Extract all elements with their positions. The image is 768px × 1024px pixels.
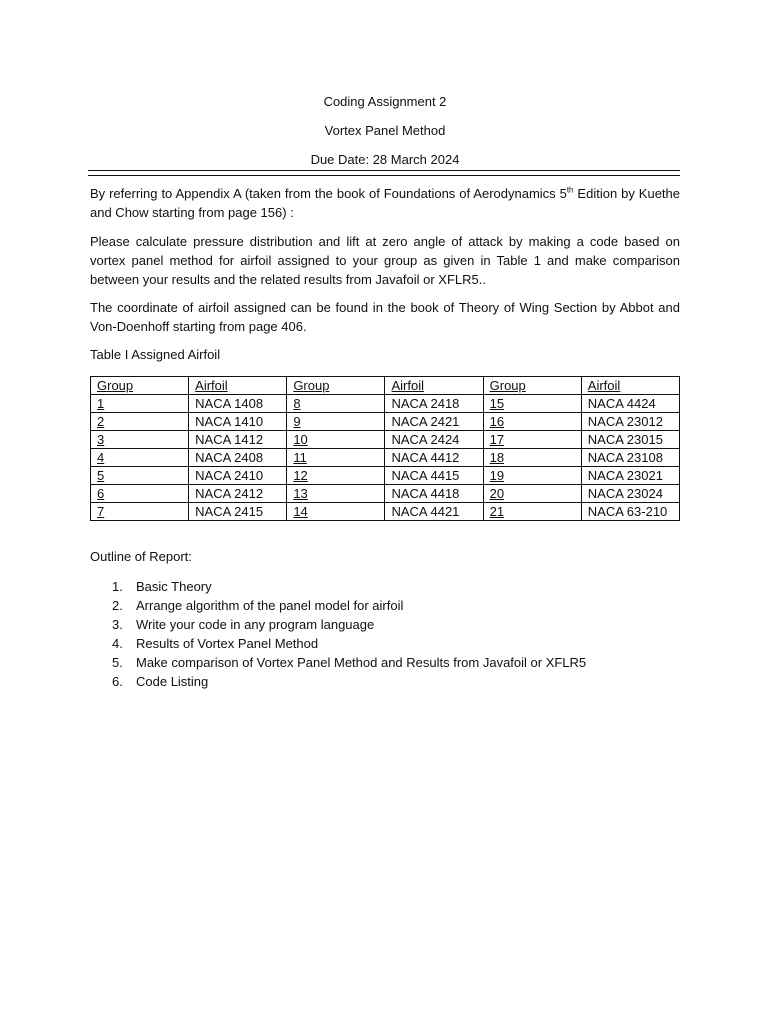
table-row	[91, 413, 680, 431]
airfoil-cell: NACA 4424	[581, 395, 679, 413]
airfoil-cell: NACA 2421	[385, 413, 483, 431]
list-item-text: Code Listing	[136, 674, 209, 689]
header-group: Group	[91, 377, 189, 395]
list-item-number: 1.	[112, 579, 123, 594]
group-cell: 10	[287, 431, 385, 449]
airfoil-cell: NACA 1410	[189, 413, 287, 431]
list-item-number: 2.	[112, 598, 123, 613]
outline-title: Outline of Report:	[90, 549, 192, 564]
group-cell: 8	[287, 395, 385, 413]
group-cell: 19	[483, 467, 581, 485]
intro-text-end: Edition by Kuethe and Chow starting from page 156) :	[90, 186, 680, 220]
airfoil-cell: NACA 4412	[385, 449, 483, 467]
group-cell: 11	[287, 449, 385, 467]
airfoil-cell: NACA 1412	[189, 431, 287, 449]
group-cell: 13	[287, 485, 385, 503]
airfoil-cell: NACA 23012	[581, 413, 679, 431]
airfoil-cell: NACA 2418	[385, 395, 483, 413]
airfoil-cell: NACA 4415	[385, 467, 483, 485]
airfoil-cell: NACA 23015	[581, 431, 679, 449]
outline-list	[90, 577, 586, 691]
airfoil-cell: NACA 23108	[581, 449, 679, 467]
airfoil-cell: NACA 4418	[385, 485, 483, 503]
table-row	[91, 467, 680, 485]
table-header-row	[91, 377, 680, 395]
airfoil-cell: NACA 4421	[385, 503, 483, 521]
list-item-text: Arrange algorithm of the panel model for airfoil	[136, 598, 404, 613]
list-item-text: Results of Vortex Panel Method	[136, 636, 319, 651]
list-item-text: Make comparison of Vortex Panel Method and Results from Javafoil or XFLR5	[136, 655, 587, 670]
instructions-paragraph: Please calculate pressure distribution and lift at zero angle of attack by making a code based on vortex panel method for airfoil assigned to your group as given in Table 1 and make comparison between your results and the related results from Javafoil or XFLR5..	[90, 234, 680, 287]
airfoil-cell: NACA 2410	[189, 467, 287, 485]
list-item	[90, 577, 586, 596]
list-item	[90, 634, 586, 653]
list-item-number: 6.	[112, 674, 123, 689]
table-row	[91, 503, 680, 521]
table-row	[91, 485, 680, 503]
airfoil-cell: NACA 63-210	[581, 503, 679, 521]
coordinates-paragraph: The coordinate of airfoil assigned can be found in the book of Theory of Wing Section by Abbot and Von-Doenhoff starting from page 406.	[90, 300, 680, 334]
list-item	[90, 672, 586, 691]
group-cell: 9	[287, 413, 385, 431]
list-item-number: 5.	[112, 655, 123, 670]
airfoil-cell: NACA 1408	[189, 395, 287, 413]
group-cell: 20	[483, 485, 581, 503]
group-cell: 1	[91, 395, 189, 413]
group-cell: 21	[483, 503, 581, 521]
table-row	[91, 395, 680, 413]
table-caption: Table I Assigned Airfoil	[90, 347, 221, 362]
edition-superscript: th	[566, 185, 574, 195]
table-row	[91, 449, 680, 467]
header-airfoil: Airfoil	[581, 377, 679, 395]
header-airfoil: Airfoil	[385, 377, 483, 395]
airfoil-cell: NACA 23024	[581, 485, 679, 503]
group-cell: 17	[483, 431, 581, 449]
group-cell: 6	[91, 485, 189, 503]
table-row	[91, 431, 680, 449]
document-subtitle: Vortex Panel Method	[324, 123, 446, 138]
list-item	[90, 653, 586, 672]
header-divider	[88, 170, 680, 176]
airfoil-cell: NACA 2408	[189, 449, 287, 467]
airfoil-cell: NACA 23021	[581, 467, 679, 485]
group-cell: 3	[91, 431, 189, 449]
group-cell: 4	[91, 449, 189, 467]
airfoil-cell: NACA 2415	[189, 503, 287, 521]
airfoil-cell: NACA 2424	[385, 431, 483, 449]
group-cell: 18	[483, 449, 581, 467]
header-airfoil: Airfoil	[189, 377, 287, 395]
group-cell: 16	[483, 413, 581, 431]
group-cell: 15	[483, 395, 581, 413]
document-title: Coding Assignment 2	[323, 94, 447, 109]
list-item-text: Write your code in any program language	[136, 617, 375, 632]
group-cell: 5	[91, 467, 189, 485]
list-item-text: Basic Theory	[136, 579, 212, 594]
list-item-number: 4.	[112, 636, 123, 651]
airfoil-cell: NACA 2412	[189, 485, 287, 503]
header-group: Group	[483, 377, 581, 395]
list-item-number: 3.	[112, 617, 123, 632]
intro-text-start: By referring to Appendix A (taken from the book of Foundations of Aerodynamics 5	[90, 186, 567, 201]
group-cell: 14	[287, 503, 385, 521]
group-cell: 2	[91, 413, 189, 431]
assigned-airfoil-table	[90, 376, 680, 521]
due-date: Due Date: 28 March 2024	[310, 152, 460, 167]
list-item	[90, 596, 586, 615]
group-cell: 12	[287, 467, 385, 485]
header-group: Group	[287, 377, 385, 395]
intro-paragraph	[90, 184, 680, 222]
list-item	[90, 615, 586, 634]
group-cell: 7	[91, 503, 189, 521]
